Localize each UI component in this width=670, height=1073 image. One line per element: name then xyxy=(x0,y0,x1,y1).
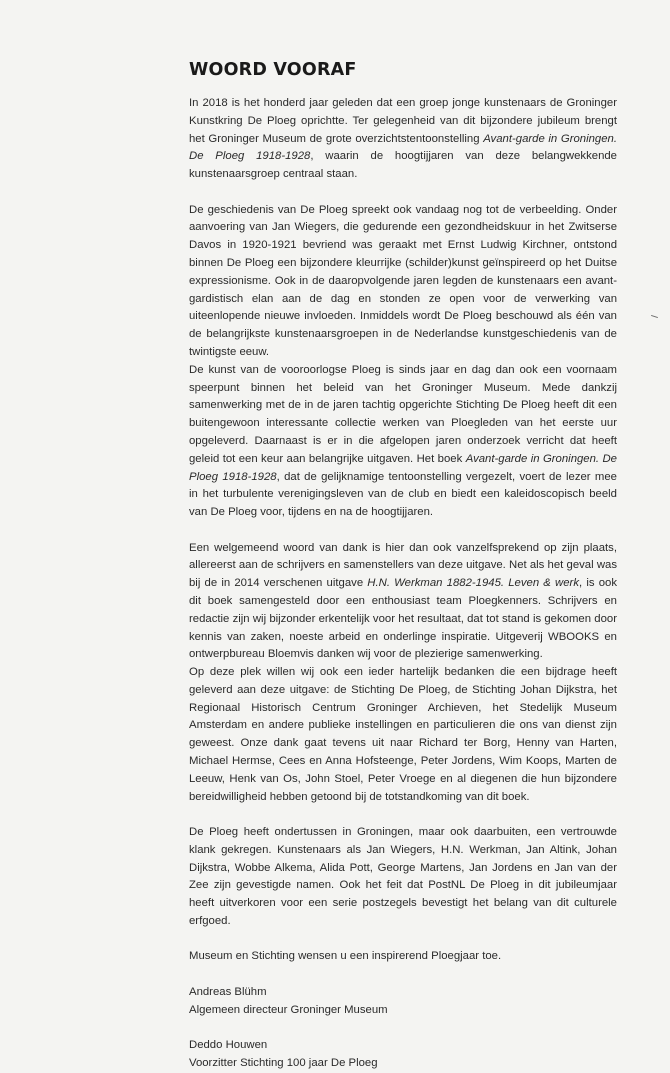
paragraph-wishes: Museum en Stichting wensen u een inspirerend Ploegjaar toe. xyxy=(189,950,502,963)
paragraph-thanks: Een welgemeend woord van dank is hier dan ook vanzelfsprekend op zijn plaats, allereerst aan de schrijvers en samenstellers van deze uitgave. Net als het geval was bij de in 2014 verschenen uitgave H.N. Werkman 1882-1945. Leven & werk, is ook dit boek samengesteld door een enthousiast team Ploegkenners. Schrijvers en redactie zijn wij bijzonder erkentelijk voor het resultaat, dat tot stand is gekomen door kennis van zaken, noeste arbeid en onderlinge inspiratie. Uitgeverij WBOOKS en ontwerpbureau Bloemvis danken wij voor de plezierige samenwerking. xyxy=(189,541,617,661)
paragraph-collection: De kunst van de vooroorlogse Ploeg is sinds jaar en dag dan ook een voornaam speerpunt binnen het beleid van het Groninger Museum. Mede dankzij samenwerking met de in de jaren tachtig opgerichte Stichting De Ploeg heeft dit een buitengewoon interessante collectie werken van Ploegleden van het eerste uur opgeleverd. Daarnaast is er in die afgelopen jaren onderzoek verricht dat heeft geleid tot een keur aan belangrijke uitgaven. Het boek Avant-garde in Groningen. De Ploeg 1918-1928, dat de gelijknamige tentoonstelling vergezelt, voert de lezer mee in het turbulente verenigingsleven van de club en biedt een kaleidoscopisch beeld van De Ploeg voor, tijdens en na de hoogtijjaren. xyxy=(189,363,617,519)
margin-mark xyxy=(651,315,658,318)
paragraph-history: De geschiedenis van De Ploeg spreekt ook vandaag nog tot de verbeelding. Onder aanvoering van Jan Wiegers, die gedurende een gezondheidskuur in het Zwitserse Davos in 1920-1921 bevriend was geraakt met Ernst Ludwig Kirchner, ontstond binnen De Ploeg een bijzondere kleurrijke (schilder)kunst geïnspireerd op het Duitse expressionisme. Ook in de daaropvolgende jaren legden de kunstenaars een avant-gardistisch elan aan de dag en stonden ze open voor de verwerking van uiteenlopende nieuwe invloeden. Inmiddels wordt De Ploeg beschouwd als één van de belangrijkste kunstenaarsgroepen in de Nederlandse kunstgeschiedenis van de twintigste eeuw. xyxy=(189,203,617,358)
book-title: Avant-garde in Groningen. De Ploeg 1918-1928 xyxy=(189,452,617,483)
signature-role: Algemeen directeur Groninger Museum xyxy=(189,1003,388,1016)
signature-role: Voorzitter Stichting 100 jaar De Ploeg xyxy=(189,1057,378,1070)
foreword-body xyxy=(189,58,617,1073)
page-title: WOORD VOORAF xyxy=(189,60,357,80)
paragraph-legacy: De Ploeg heeft ondertussen in Groningen, maar ook daarbuiten, een vertrouwde klank gekregen. Kunstenaars als Jan Wiegers, H.N. Werkman, Jan Altink, Johan Dijkstra, Wobbe Alkema, Alida Pott, George Martens, Jan Jordens en Jan van der Zee zijn gevestigde namen. Ook het feit dat PostNL De Ploeg in dit jubileumjaar heeft uitverkoren voor een serie postzegels bevestigt het belang van dit culturele erfgoed. xyxy=(189,826,617,928)
signature-name: Andreas Blühm xyxy=(189,986,267,999)
paragraph-intro: In 2018 is het honderd jaar geleden dat een groep jonge kunstenaars de Groninger Kunstkring De Ploeg oprichtte. Ter gelegenheid van dit bijzondere jubileum brengt het Groninger Museum de grote overzichtstentoonstelling Avant-garde in Groningen. De Ploeg 1918-1928, waarin de hoogtijjaren van deze belangwekkende kunstenaarsgroep centraal staan. xyxy=(189,97,617,181)
werkman-book-title: H.N. Werkman 1882-1945. Leven & werk xyxy=(367,577,580,590)
exhibition-title: Avant-garde in Groningen. De Ploeg 1918-1928 xyxy=(189,132,617,163)
signature-name: Deddo Houwen xyxy=(189,1039,268,1052)
paragraph-acknowledgements: Op deze plek willen wij ook een ieder hartelijk bedanken die een bijdrage heeft geleverd aan deze uitgave: de Stichting De Ploeg, de Stichting Johan Dijkstra, het Regionaal Historisch Centrum Groninger Archieven, het Stedelijk Museum Amsterdam en andere publieke instellingen en particulieren die ons van dienst zijn geweest. Onze dank gaat tevens uit naar Richard ter Borg, Henny van Harten, Michael Hermse, Cees en Anna Hofsteenge, Peter Jordens, Wim Koops, Marten de Leeuw, Henk van Os, John Stoel, Peter Vroege en al diegenen die hun bijzondere bereidwilligheid hebben getoond bij de totstandkoming van dit boek. xyxy=(189,666,617,803)
